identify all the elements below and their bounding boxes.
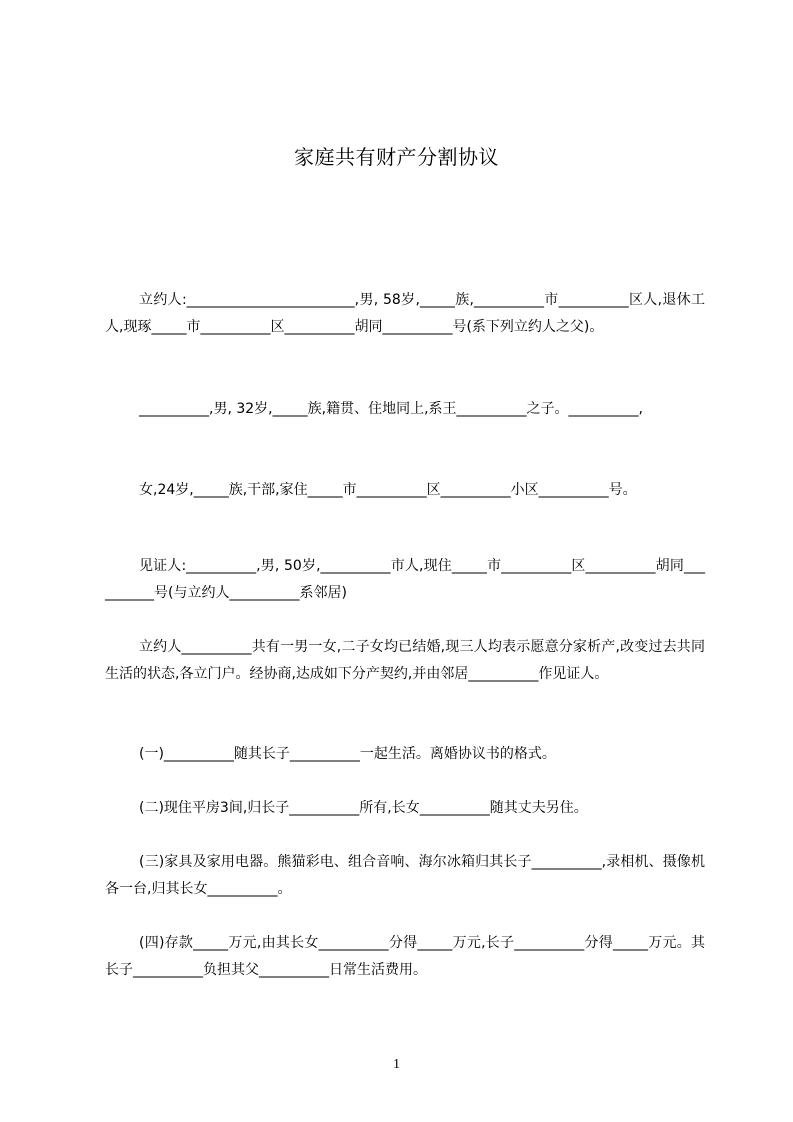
paragraph-party-son: __________,男, 32岁,_____族,籍贯、住地同上,系王__________之子。__________, [139, 401, 643, 417]
paragraph-witness: 见证人:__________,男, 50岁,__________市人,现住_____市__________区__________胡同__________号(与立约人__________系邻居) [105, 558, 705, 601]
paragraph-party-daughter: 女,24岁,_____族,干部,家住_____市__________区__________小区__________号。 [139, 482, 637, 498]
page-number: 1 [393, 1057, 400, 1072]
paragraph-party-father: 立约人:________________________,男, 58岁,_____族,__________市__________区人,退休工人,现琢_____市__________区__________胡同__________号(系下列立约人之父)。 [105, 292, 705, 335]
paragraph-agreement-intro: 立约人__________共有一男一女,二子女均已结婚,现三人均表示愿意分家析产,改变过去共同生活的状态,各立门户。经协商,达成如下分产契约,并由邻居__________作见证人。 [105, 639, 705, 682]
paragraph-clause-1: (一)__________随其长子__________一起生活。离婚协议书的格式。 [139, 746, 556, 762]
document-title: 家庭共有财产分割协议 [294, 145, 499, 169]
paragraph-clause-4: (四)存款_____万元,由其长女__________分得_____万元,长子__________分得_____万元。其长子__________负担其父__________日常生活费用。 [105, 935, 705, 978]
paragraph-clause-2: (二)现住平房3间,归长子__________所有,长女__________随其丈夫另住。 [139, 800, 588, 816]
paragraph-clause-3: (三)家具及家用电器。熊猫彩电、组合音响、海尔冰箱归其长子__________,录相机、摄像机各一台,归其长女__________。 [105, 854, 705, 897]
